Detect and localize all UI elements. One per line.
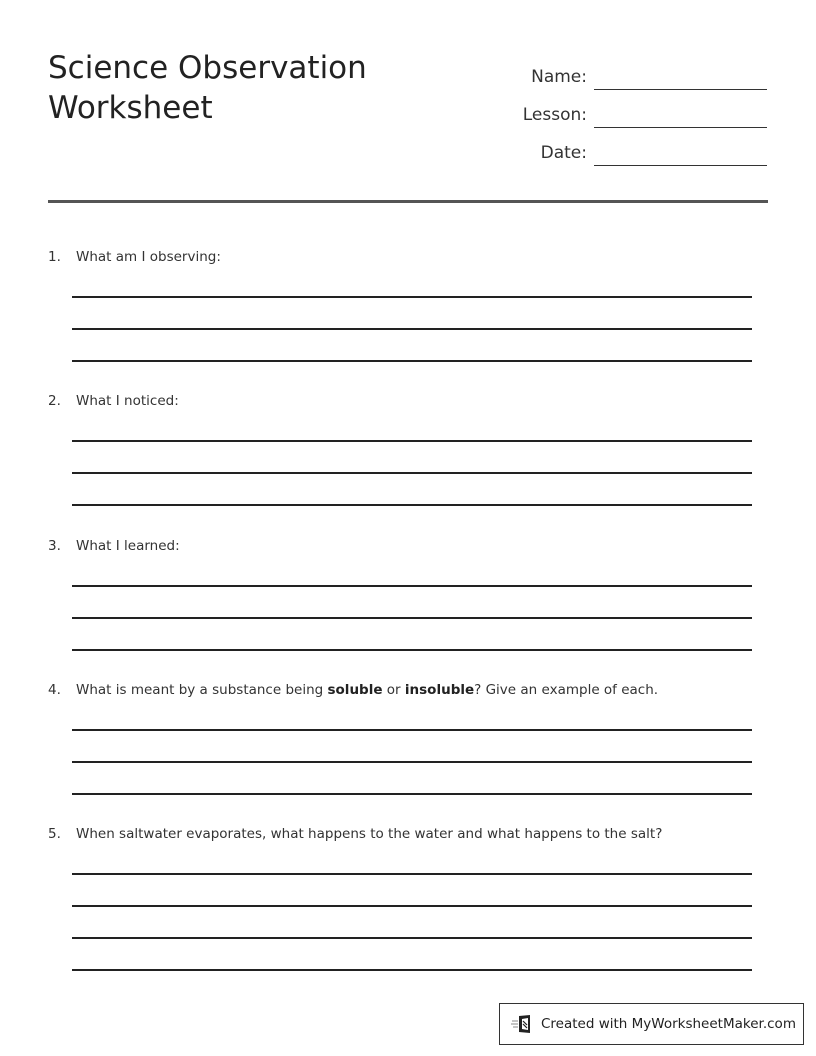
term-soluble: soluble [327, 682, 383, 698]
answer-line[interactable] [72, 793, 752, 795]
lesson-blank-line[interactable] [594, 105, 767, 128]
title-line-2: Worksheet [48, 90, 213, 126]
question-number: 4. [48, 682, 61, 698]
answer-line[interactable] [72, 504, 752, 506]
question-4 [48, 680, 768, 700]
lesson-label: Lesson: [522, 105, 587, 125]
answer-line[interactable] [72, 729, 752, 731]
name-field [467, 50, 767, 88]
worksheet-title [48, 48, 367, 128]
question-number: 1. [48, 249, 61, 265]
answer-line[interactable] [72, 873, 752, 875]
answer-line[interactable] [72, 649, 752, 651]
answer-line[interactable] [72, 472, 752, 474]
student-info-fields [467, 50, 767, 164]
question-text-pre: What is meant by a substance being [76, 682, 328, 698]
question-number: 3. [48, 538, 61, 554]
question-prompt [48, 536, 768, 556]
term-insoluble: insoluble [404, 682, 475, 698]
question-2 [48, 391, 768, 411]
name-label: Name: [531, 67, 587, 87]
answer-line[interactable] [72, 969, 752, 971]
question-prompt [48, 391, 768, 411]
lesson-field [467, 88, 767, 126]
question-text: What I noticed: [76, 393, 179, 409]
question-prompt [48, 247, 768, 267]
title-line-1: Science Observation [48, 50, 367, 86]
question-prompt [48, 824, 768, 844]
date-field [467, 126, 767, 164]
question-text: What I learned: [76, 538, 180, 554]
answer-line[interactable] [72, 937, 752, 939]
answer-line[interactable] [72, 296, 752, 298]
created-with-text: Created with MyWorksheetMaker.com [541, 1016, 796, 1032]
question-text: What am I observing: [76, 249, 221, 265]
question-1 [48, 247, 768, 267]
date-blank-line[interactable] [594, 143, 767, 166]
question-5 [48, 824, 768, 844]
question-text [76, 682, 658, 698]
created-with-badge[interactable] [499, 1003, 804, 1045]
date-label: Date: [540, 143, 587, 163]
question-3 [48, 536, 768, 556]
question-prompt [48, 680, 768, 700]
answer-line[interactable] [72, 360, 752, 362]
question-number: 2. [48, 393, 61, 409]
answer-line[interactable] [72, 328, 752, 330]
question-text-mid: or [382, 682, 405, 698]
answer-line[interactable] [72, 761, 752, 763]
question-text: When saltwater evaporates, what happens to the water and what happens to the salt? [76, 826, 663, 842]
answer-line[interactable] [72, 905, 752, 907]
answer-line[interactable] [72, 617, 752, 619]
header-divider [48, 200, 768, 203]
question-text-post: ? Give an example of each. [474, 682, 659, 698]
worksheet-maker-logo-icon [511, 1013, 533, 1035]
answer-line[interactable] [72, 585, 752, 587]
answer-line[interactable] [72, 440, 752, 442]
name-blank-line[interactable] [594, 67, 767, 90]
question-number: 5. [48, 826, 61, 842]
